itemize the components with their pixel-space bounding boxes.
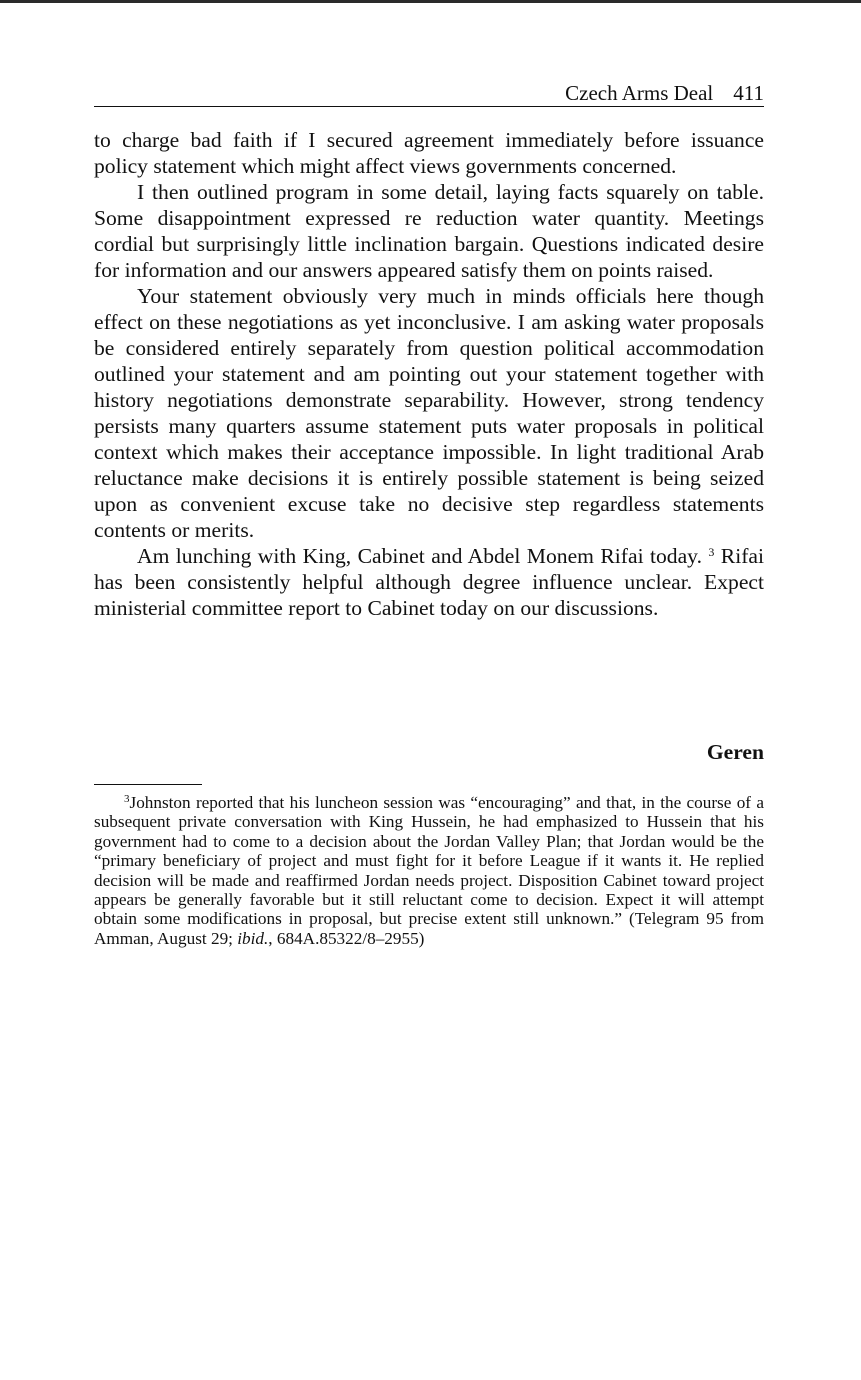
page-number: 411 — [733, 81, 764, 105]
signature: Geren — [706, 740, 764, 764]
paragraph-4-start: Am lunching with King, Cabinet and Abdel Monem Rifai today. — [137, 544, 702, 568]
paragraph-4-end: Rifai has been consistently helpful although degree influence unclear. Expect ministerial committee report to Cabinet today on our discussions. — [94, 544, 764, 620]
footnote-rule — [94, 784, 202, 785]
paragraph-2: I then outlined program in some detail, laying facts squarely on table. Some disappointment expressed re reduction water quantity. Meetings cordial but surprisingly little inclination bargain. Questions indicated desire for information and our answers appeared satisfy them on points raised. — [94, 180, 764, 282]
body-text — [94, 127, 764, 621]
footnote-ibid: ibid. — [237, 928, 269, 948]
running-head — [94, 80, 764, 107]
footnote-marker: 3 — [124, 793, 130, 805]
footnote-paragraph — [94, 793, 764, 948]
footnote-text: Johnston reported that his luncheon session was “encouraging” and that, in the course of a subsequent private conversation with King Hussein, he had emphasized to Hussein that his government had to come to a decision about the Jordan Valley Plan; that Jordan would be the “primary beneficiary of project and must fight for it before League if it wants it. He replied decision will be made and reaffirmed Jordan needs project. Disposition Cabinet toward project appears be generally favorable but it still reluctant come to decision. Expect it will attempt obtain some modifications in proposal, but precise extent still unknown.” (Telegram 95 from Amman, August 29; — [94, 793, 764, 948]
paragraph-4 — [94, 543, 764, 621]
footnote-reference: 3 — [708, 545, 715, 559]
paragraph-1: to charge bad faith if I secured agreement immediately before issuance policy statement which might affect views governments concerned. — [94, 128, 764, 178]
top-edge-rule — [0, 0, 861, 3]
running-head-title: Czech Arms Deal — [565, 81, 714, 105]
footnote-citation: , 684A.85322/8–2955) — [268, 928, 425, 948]
paragraph-3: Your statement obviously very much in minds officials here though effect on these negotiations as yet inconclusive. I am asking water proposals be considered entirely separately from question political accommodation outlined your statement and am pointing out your statement together with history negotiations demonstrate separability. However, strong tendency persists many quarters assume statement puts water proposals in political context which makes their acceptance impossible. In light traditional Arab reluctance make decisions it is entirely possible statement is being seized upon as convenient excuse take no decisive step regardless statements contents or merits. — [94, 284, 764, 542]
footnote — [94, 793, 764, 948]
